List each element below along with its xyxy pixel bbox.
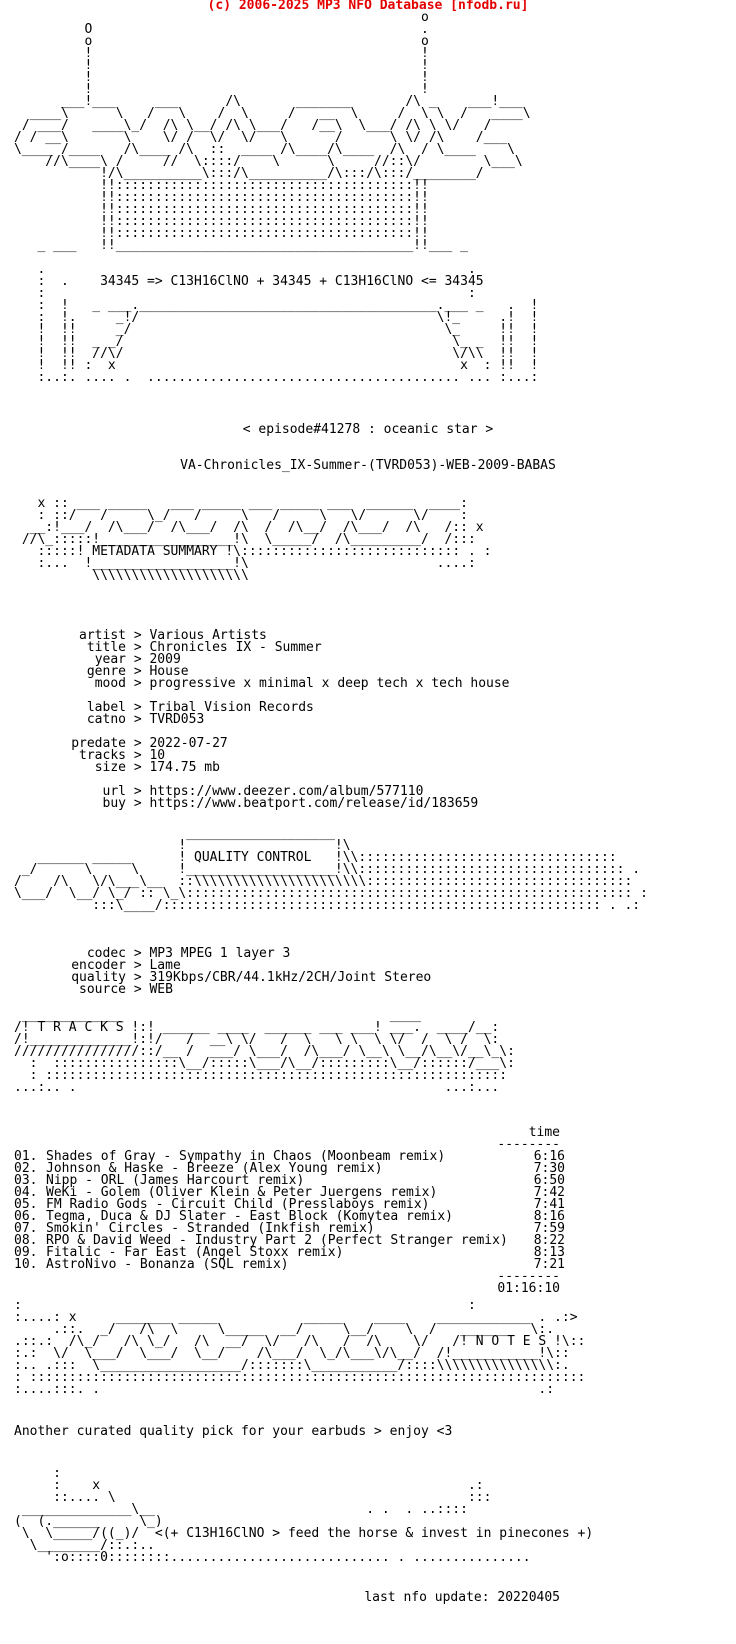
metadata-row-value: https://www.deezer.com/album/577110 [149, 784, 424, 799]
metadata-row-key: artist [79, 628, 126, 643]
metadata-row-key: title [86, 640, 126, 655]
ascii-art-top-castle: o O . o o ! ! ! ! ! ! ! ! ___!___ ___ /\ _______ /\ _ ___!___ ____\ \ / \ / \ / __ \ / \ \ / ____\ / ___/ ____\_/ /\ \__/ /\ \___/ /__\ \___/ /\ \ \/ / / / __\ \ \/ / \/ \/ \ / \ \/ /\ /___ \____ /____ /\____ /\ :: ____ /\____/\____ /\ / \____ \ //\____\ / // \::::/ \ \ //::\/ \___\ !/\__________\:::/\__________/\:::/\:::/________/ !!::::::::::::::::::::::::::::::::::::::!! !!::::::::::::::::::::::::::::::::::::::!! !!::::::::::::::::::::::::::::::::::::::!! !!::::::::::::::::::::::::::::::::::::::!! !!::::::::::::::::::::::::::::::::::::::!! _ ___ !!______________________________________!!___ _ . . : . 34345 => C13H16ClNO + 34345 + C13H16ClNO <= 34345 : : : ! _ ___.______________________________________.___ _ . ! : !. _!/ \!_ .! ! ! !! _/ \_ !! ! ! !! _ _/ \_ _ !! ! ! !! //\/ \/\\ !! ! ! !! : x x : !! ! :..:. .... . ........................................ ... :...: [14, 10, 539, 385]
episode-line: < episode#41278 : oceanic star > [242, 422, 494, 437]
key-value-separator: > [126, 664, 150, 679]
key-value-separator: > [126, 946, 150, 961]
track-time: 6:16 [533, 1149, 565, 1164]
total-time: 01:16:10 [497, 1281, 560, 1296]
quality-row-value: Lame [149, 958, 181, 973]
track-time: 7:42 [533, 1185, 565, 1200]
track-time: 7:59 [533, 1221, 565, 1236]
time-column-header: time [528, 1125, 560, 1140]
metadata-row-value: TVRD053 [149, 712, 205, 727]
track-title: AstroNivo - Bonanza (SQL remix) [46, 1257, 289, 1272]
metadata-row [14, 714, 510, 726]
metadata-row [14, 750, 510, 762]
quality-row-value: MP3 MPEG 1 layer 3 [149, 946, 291, 961]
quality-row-value: WEB [149, 982, 173, 997]
track-number: 06. [14, 1209, 38, 1224]
track-time: 8:13 [533, 1245, 565, 1260]
metadata-row-key: url [102, 784, 126, 799]
tracklist [14, 1127, 565, 1295]
key-value-separator: > [126, 796, 150, 811]
metadata-list [14, 630, 510, 810]
key-value-separator: > [126, 676, 150, 691]
track-title: Smokin' Circles - Stranded (Inkfish remix) [46, 1221, 375, 1236]
key-value-separator: > [126, 652, 150, 667]
track-number: 09. [14, 1245, 38, 1260]
last-update: last nfo update: 20220405 [364, 1590, 560, 1605]
track-number: 10. [14, 1257, 38, 1272]
nfodb-copyright-header: (c) 2006-2025 MP3 NFO Database [nfodb.ru] [207, 0, 529, 13]
metadata-row-value: Chronicles IX - Summer [149, 640, 322, 655]
track-time: 6:50 [533, 1173, 565, 1188]
track-number: 01. [14, 1149, 38, 1164]
metadata-row-value: 2022-07-27 [149, 736, 228, 751]
track-time: 8:16 [533, 1209, 565, 1224]
track-title: Nipp - ORL (James Harcourt remix) [46, 1173, 305, 1188]
release-info-block [0, 424, 736, 472]
key-value-separator: > [126, 748, 150, 763]
footer-slogan: <(+ C13H16ClNO > feed the horse & invest in pinecones +) [154, 1526, 594, 1541]
quality-section-title: QUALITY CONTROL [194, 850, 312, 865]
metadata-row-value: 174.75 mb [149, 760, 220, 775]
key-value-separator: > [126, 970, 150, 985]
metadata-row [14, 798, 510, 810]
key-value-separator: > [126, 982, 150, 997]
quality-row-key: encoder [71, 958, 126, 973]
ascii-art-notes-banner: : : :....: x _______ _____ _____ ____ ____________ . .:> .::. _/ /\ \ \_____ __/ \__/ \ / ______ \:. .::.: /\_/ /\ \_/ /\ __/ \/ /\ / /\ \/ /! N O T E S !\:: :.: \/ \___/ \___/ \__/ /\___/ \_/\___\/\__/ /!___________!\:: :.. .::: \__________________/:::::::\___________/::::\\\\\\\\\\\\\\\:. : ::::::::::::::::::::::::::::::::::::::::::::::::::::::::::::::::::::::: :....:::. . .: [14, 1298, 586, 1397]
key-value-separator: > [126, 628, 150, 643]
quality-row [14, 984, 431, 996]
metadata-row [14, 642, 510, 654]
metadata-section-title: METADATA SUMMARY [92, 544, 218, 559]
track-time: 7:21 [533, 1257, 565, 1272]
track-number: 08. [14, 1233, 38, 1248]
quality-row [14, 972, 431, 984]
quality-row-key: source [79, 982, 126, 997]
metadata-row-key: tracks [79, 748, 126, 763]
metadata-row-key: mood [94, 676, 126, 691]
quality-row-value: 319Kbps/CBR/44.1kHz/2CH/Joint Stereo [149, 970, 432, 985]
key-value-separator: > [126, 640, 150, 655]
metadata-row-key: buy [102, 796, 126, 811]
key-value-separator: > [126, 784, 150, 799]
metadata-row-key: catno [86, 712, 126, 727]
track-title: WeKi - Golem (Oliver Klein & Peter Juergens remix) [46, 1185, 438, 1200]
track-title: Shades of Gray - Sympathy in Chaos (Moonbeam remix) [46, 1149, 446, 1164]
quality-row-key: quality [71, 970, 126, 985]
track-number: 02. [14, 1161, 38, 1176]
metadata-row-value: House [149, 664, 189, 679]
release-name: VA-Chronicles_IX-Summer-(TVRD053)-WEB-2009-BABAS [180, 458, 556, 473]
notes-section-title: N O T E S [475, 1334, 547, 1349]
track-row [14, 1259, 565, 1271]
metadata-row-value: 10 [149, 748, 166, 763]
time-separator-bottom: -------- [497, 1269, 560, 1284]
metadata-row-value: https://www.beatport.com/release/id/183659 [149, 796, 479, 811]
track-title: Johnson & Haske - Breeze (Alex Young remix) [46, 1161, 383, 1176]
group-formula: 34345 => C13H16ClNO + 34345 + C13H16ClNO <= 34345 [100, 274, 484, 289]
ascii-art-tracks-banner: _____________ ____ /! T R A C K S !:! ______ ____ ______ ___ ___! ___. ____/__: /!_____________!:!/ / __\ \/ / \ \ \ \ \/ / \ / \: ////////////////::/__ / ___/ \___/ /\___/ \__\ \__/\__\/__\_\: : ::::::::::::::::\__/:::::\___/\__/:::::::::\__/::::::/___\: : ::::::::::::::::::::::::::::::::::::::::::::::::::::::::::: ...:.. . ...:... [14, 1008, 515, 1095]
ascii-art-footer-horse: : : x .: ::.... \ ::: ______________\__ . . . ..:::: ( (.______ \_) \ \_____/((_)/ <(+ C13H16ClNO > feed the horse & invest in pinecones +) \________/::.:.. ':o::::0::::::::............................ . ............... [14, 1466, 594, 1565]
key-value-separator: > [126, 700, 150, 715]
track-title: RPO & David Weed - Industry Part 2 (Perfect Stranger remix) [46, 1233, 508, 1248]
track-title: FM Radio Gods - Circuit Child (Presslaboys remix) [46, 1197, 430, 1212]
track-time: 7:41 [533, 1197, 565, 1212]
track-number: 07. [14, 1221, 38, 1236]
track-number: 05. [14, 1197, 38, 1212]
notes-text: Another curated quality pick for your earbuds > enjoy <3 [14, 1424, 453, 1439]
time-separator-top: -------- [497, 1137, 560, 1152]
track-number: 04. [14, 1185, 38, 1200]
metadata-row-value: 2009 [149, 652, 181, 667]
track-title: Tegma, Duca & DJ Slater - East Block (Komytea remix) [46, 1209, 453, 1224]
ascii-art-metadata-banner: x :: ___ _____ ___ _____ ___ _____ ___ ______ ____: : ::/ / \_/ / \ / \ \/ \/ : __:!___/ /\___/ /\___/ /\ / /\__/ /\___/ /\ /:: x //\_:::::!_________________!\ \_____/ /\_________/ /::: :::::! METADATA SUMMARY !\:::::::::::::::::::::::::::: . : :... !__________________!\ ....: \\\\\\\\\\\\\\\\\\\\ [21, 496, 492, 583]
track-time: 7:30 [533, 1161, 565, 1176]
key-value-separator: > [126, 760, 150, 775]
metadata-row-value: progressive x minimal x deep tech x tech house [149, 676, 510, 691]
key-value-separator: > [126, 736, 150, 751]
quality-list [14, 948, 431, 996]
metadata-row-key: size [94, 760, 126, 775]
ascii-art-quality-banner: ___________________ ! !\ ______ _____ ! QUALITY CONTROL !\\::::::::::::::::::::::::::::::::: _/ \ \ !___________________!\\:::::::::::::::::::::::::::::::::: . / /\ \/\___\__ ::\\\\\\\\\\\\\\\\\\\\\\:::::::::::::::::::::::::::::::::: \___/ \__/ \_/ :: \_\::::::::::::::::::::::::::::::::::::::::::::::::::::::::: : :::\____/:::::::::::::::::::::::::::::::::::::::::::::::::::::::: . .: [14, 826, 648, 913]
metadata-row-value: Various Artists [149, 628, 267, 643]
track-number: 03. [14, 1173, 38, 1188]
track-title: Fitalic - Far East (Angel Stoxx remix) [46, 1245, 344, 1260]
track-time: 8:22 [533, 1233, 565, 1248]
metadata-row-key: year [94, 652, 126, 667]
metadata-row-key: predate [71, 736, 126, 751]
tracks-section-title: T R A C K S [37, 1020, 124, 1035]
metadata-row [14, 762, 510, 774]
metadata-row-key: label [86, 700, 126, 715]
metadata-row [14, 678, 510, 690]
metadata-row-key: genre [86, 664, 126, 679]
metadata-row-value: Tribal Vision Records [149, 700, 314, 715]
key-value-separator: > [126, 712, 150, 727]
quality-row-key: codec [86, 946, 126, 961]
key-value-separator: > [126, 958, 150, 973]
